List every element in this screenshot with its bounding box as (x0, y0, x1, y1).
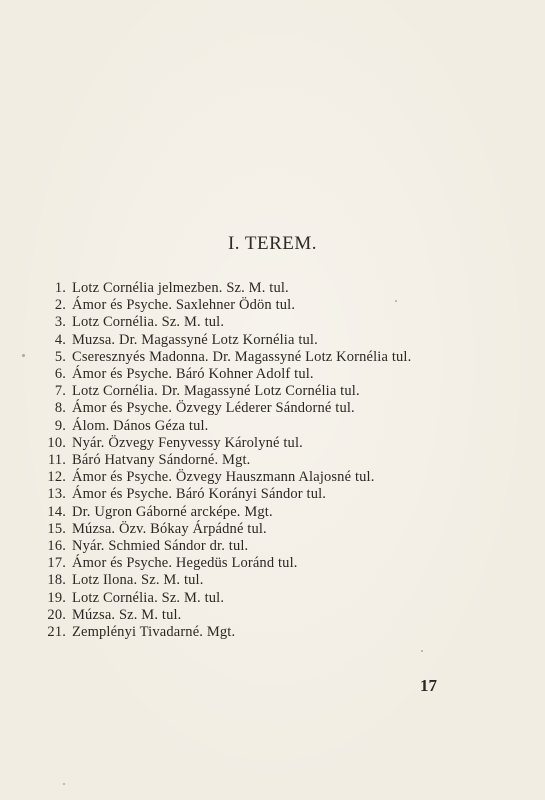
item-number: 12. (47, 469, 66, 486)
item-number: 10. (47, 434, 66, 451)
item-text: Lotz Cornélia jelmezben. Sz. M. tul. (72, 280, 289, 296)
paper-speck (63, 783, 65, 785)
item-text: Múzsa. Özv. Bókay Árpádné tul. (72, 520, 267, 537)
paper-speck (395, 300, 397, 302)
list-item (38, 504, 508, 521)
item-text: Álom. Dános Géza tul. (72, 417, 209, 434)
list-item (38, 624, 508, 641)
item-number: 16. (47, 538, 66, 555)
item-text: Muzsa. Dr. Magassyné Lotz Kornélia tul. (72, 331, 318, 348)
list-item (38, 486, 508, 503)
list-item (38, 366, 508, 383)
item-number: 2. (54, 297, 66, 314)
item-text: Nyár. Schmied Sándor dr. tul. (72, 538, 249, 555)
item-text: Lotz Cornélia. Sz. M. tul. (72, 589, 225, 606)
item-text: Zemplényi Tivadarné. Mgt. (72, 624, 236, 641)
item-text: Nyár. Özvegy Fenyvessy Károlyné tul. (72, 434, 303, 451)
list-item (38, 418, 508, 435)
item-number: 14. (47, 503, 66, 520)
item-text: Ámor és Psyche. Báró Korányi Sándor tul. (72, 486, 327, 503)
artwork-list (38, 280, 508, 641)
list-item (38, 572, 508, 589)
list-item (38, 590, 508, 607)
room-heading: I. TEREM. (227, 233, 318, 254)
item-text: Ámor és Psyche. Báró Kohner Adolf tul. (72, 366, 314, 383)
item-number: 3. (54, 314, 66, 331)
paper-speck (421, 650, 423, 652)
item-text: Dr. Ugron Gáborné arcképe. Mgt. (72, 503, 273, 520)
item-text: Báró Hatvany Sándorné. Mgt. (72, 452, 251, 469)
item-number: 13. (47, 486, 66, 503)
list-item (38, 383, 508, 400)
paper-speck (22, 354, 25, 357)
item-number: 15. (47, 520, 66, 537)
item-number: 18. (47, 572, 66, 589)
item-text: Ámor és Psyche. Hegedüs Loránd tul. (72, 555, 298, 572)
page-number: 17 (420, 676, 437, 695)
item-number: 21. (47, 624, 66, 641)
item-number: 4. (54, 331, 66, 348)
list-item (38, 452, 508, 469)
list-item (38, 538, 508, 555)
item-number: 20. (47, 606, 66, 623)
list-item (38, 332, 508, 349)
list-item (38, 314, 508, 331)
item-number: 7. (54, 383, 66, 400)
item-number: 6. (54, 366, 66, 383)
list-item (38, 349, 508, 366)
item-number: 17. (47, 555, 66, 572)
item-number: 11. (47, 452, 66, 469)
item-text: Ámor és Psyche. Özvegy Hauszmann Alajosné tul. (72, 469, 375, 486)
item-text: Ámor és Psyche. Özvegy Léderer Sándorné tul. (72, 400, 355, 417)
item-number: 5. (54, 348, 66, 365)
item-text: Múzsa. Sz. M. tul. (72, 606, 182, 623)
item-text: Cseresznyés Madonna. Dr. Magassyné Lotz Kornélia tul. (72, 348, 412, 365)
list-item (38, 555, 508, 572)
item-text: Ámor és Psyche. Saxlehner Ödön tul. (72, 297, 296, 314)
list-item (38, 521, 508, 538)
list-item (38, 469, 508, 486)
list-item (38, 280, 508, 297)
item-text: Lotz Cornélia. Sz. M. tul. (72, 314, 225, 331)
item-number: 19. (47, 589, 66, 606)
item-number: 1. (54, 280, 66, 296)
list-item (38, 400, 508, 417)
item-number: 9. (54, 417, 66, 434)
item-number: 8. (54, 400, 66, 417)
list-item (38, 297, 508, 314)
item-text: Lotz Cornélia. Dr. Magassyné Lotz Cornélia tul. (72, 383, 360, 400)
list-item (38, 435, 508, 452)
item-text: Lotz Ilona. Sz. M. tul. (72, 572, 204, 589)
list-item (38, 607, 508, 624)
